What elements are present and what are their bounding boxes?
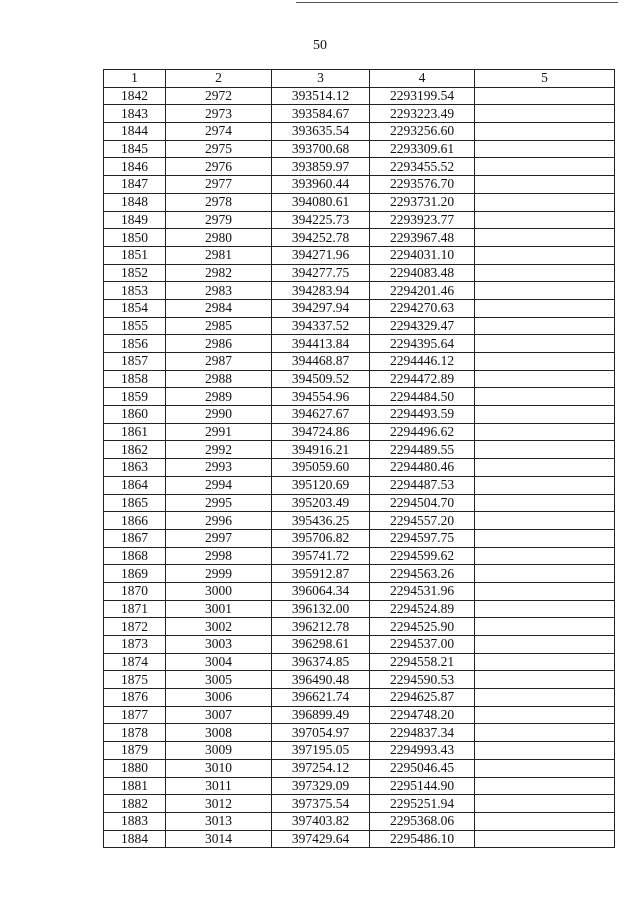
table-cell-col-5 (475, 529, 615, 547)
table-cell-col-4: 2295368.06 (370, 812, 475, 830)
table-cell-col-2: 2988 (166, 370, 272, 388)
table-cell-col-3: 394225.73 (272, 211, 370, 229)
table-cell-col-2: 2981 (166, 246, 272, 264)
table-cell-col-1: 1867 (104, 529, 166, 547)
table-row (104, 476, 615, 494)
table-row (104, 812, 615, 830)
table-cell-col-5 (475, 689, 615, 707)
table-cell-col-4: 2294557.20 (370, 512, 475, 530)
table-cell-col-3: 393859.97 (272, 158, 370, 176)
table-cell-col-1: 1866 (104, 512, 166, 530)
table-row (104, 582, 615, 600)
table-cell-col-4: 2293309.61 (370, 140, 475, 158)
table-cell-col-5 (475, 476, 615, 494)
table-cell-col-1: 1843 (104, 105, 166, 123)
table-cell-col-4: 2294329.47 (370, 317, 475, 335)
table-cell-col-2: 2989 (166, 388, 272, 406)
table-cell-col-3: 397375.54 (272, 795, 370, 813)
table-row (104, 335, 615, 353)
table-cell-col-3: 397054.97 (272, 724, 370, 742)
table-row (104, 87, 615, 105)
table-cell-col-3: 394627.67 (272, 406, 370, 424)
table-cell-col-3: 394297.94 (272, 299, 370, 317)
table-row (104, 423, 615, 441)
table-cell-col-3: 396899.49 (272, 706, 370, 724)
table-cell-col-1: 1864 (104, 476, 166, 494)
table-cell-col-5 (475, 459, 615, 477)
table-row (104, 353, 615, 371)
table-cell-col-5 (475, 335, 615, 353)
table-header (104, 70, 615, 88)
table-cell-col-4: 2294480.46 (370, 459, 475, 477)
table-row (104, 706, 615, 724)
table-cell-col-3: 394271.96 (272, 246, 370, 264)
table-cell-col-2: 3009 (166, 742, 272, 760)
table-cell-col-5 (475, 706, 615, 724)
table-row (104, 459, 615, 477)
table-cell-col-4: 2294484.50 (370, 388, 475, 406)
table-cell-col-2: 2975 (166, 140, 272, 158)
table-cell-col-3: 394252.78 (272, 229, 370, 247)
table-cell-col-3: 396064.34 (272, 582, 370, 600)
table-cell-col-4: 2294395.64 (370, 335, 475, 353)
top-rule (296, 2, 618, 3)
table-cell-col-1: 1874 (104, 653, 166, 671)
table-cell-col-2: 2982 (166, 264, 272, 282)
table-cell-col-1: 1881 (104, 777, 166, 795)
table-cell-col-3: 396212.78 (272, 618, 370, 636)
table-cell-col-2: 3003 (166, 636, 272, 654)
table-cell-col-2: 3012 (166, 795, 272, 813)
table-cell-col-2: 3013 (166, 812, 272, 830)
table-row (104, 600, 615, 618)
table-cell-col-3: 395120.69 (272, 476, 370, 494)
table-cell-col-5 (475, 388, 615, 406)
table-cell-col-3: 393700.68 (272, 140, 370, 158)
table-cell-col-1: 1870 (104, 582, 166, 600)
table-cell-col-5 (475, 512, 615, 530)
table-cell-col-3: 394283.94 (272, 282, 370, 300)
table-cell-col-5 (475, 370, 615, 388)
table-cell-col-4: 2293199.54 (370, 87, 475, 105)
table-cell-col-5 (475, 565, 615, 583)
table-cell-col-5 (475, 600, 615, 618)
table-cell-col-1: 1878 (104, 724, 166, 742)
table-cell-col-4: 2294993.43 (370, 742, 475, 760)
table-row (104, 759, 615, 777)
table-cell-col-3: 396132.00 (272, 600, 370, 618)
table-cell-col-1: 1869 (104, 565, 166, 583)
table-cell-col-1: 1844 (104, 123, 166, 141)
table-cell-col-4: 2294489.55 (370, 441, 475, 459)
table-cell-col-5 (475, 830, 615, 848)
table-cell-col-5 (475, 547, 615, 565)
table-cell-col-1: 1873 (104, 636, 166, 654)
table-cell-col-2: 3011 (166, 777, 272, 795)
table-cell-col-1: 1863 (104, 459, 166, 477)
table-cell-col-1: 1872 (104, 618, 166, 636)
table-row (104, 529, 615, 547)
table-cell-col-2: 2978 (166, 193, 272, 211)
table-cell-col-1: 1876 (104, 689, 166, 707)
table-cell-col-3: 397329.09 (272, 777, 370, 795)
table-row (104, 123, 615, 141)
table-cell-col-4: 2295486.10 (370, 830, 475, 848)
table-cell-col-2: 3001 (166, 600, 272, 618)
table-cell-col-1: 1849 (104, 211, 166, 229)
table-cell-col-3: 396621.74 (272, 689, 370, 707)
table-row (104, 565, 615, 583)
table-cell-col-1: 1854 (104, 299, 166, 317)
table-cell-col-4: 2295251.94 (370, 795, 475, 813)
table-row (104, 246, 615, 264)
table-cell-col-1: 1851 (104, 246, 166, 264)
table-cell-col-1: 1853 (104, 282, 166, 300)
table-cell-col-4: 2294625.87 (370, 689, 475, 707)
table-cell-col-5 (475, 140, 615, 158)
table-cell-col-3: 394277.75 (272, 264, 370, 282)
table-cell-col-5 (475, 423, 615, 441)
table-cell-col-5 (475, 105, 615, 123)
table-row (104, 299, 615, 317)
table-row (104, 317, 615, 335)
table-row (104, 671, 615, 689)
table-cell-col-3: 394554.96 (272, 388, 370, 406)
header-cell-5: 5 (475, 70, 615, 88)
table-cell-col-2: 2995 (166, 494, 272, 512)
table-cell-col-2: 2999 (166, 565, 272, 583)
table-cell-col-5 (475, 618, 615, 636)
table-cell-col-5 (475, 87, 615, 105)
table-cell-col-5 (475, 724, 615, 742)
table-row (104, 689, 615, 707)
table-cell-col-3: 394509.52 (272, 370, 370, 388)
table-cell-col-4: 2294597.75 (370, 529, 475, 547)
table-cell-col-2: 2984 (166, 299, 272, 317)
table-cell-col-3: 393584.67 (272, 105, 370, 123)
table-cell-col-5 (475, 671, 615, 689)
table-row (104, 264, 615, 282)
table-row (104, 193, 615, 211)
table-cell-col-2: 2998 (166, 547, 272, 565)
table-cell-col-2: 3006 (166, 689, 272, 707)
table-cell-col-4: 2294270.63 (370, 299, 475, 317)
table-cell-col-4: 2293731.20 (370, 193, 475, 211)
table-cell-col-4: 2294493.59 (370, 406, 475, 424)
header-cell-1: 1 (104, 70, 166, 88)
table-cell-col-5 (475, 193, 615, 211)
table-cell-col-2: 2976 (166, 158, 272, 176)
table-cell-col-1: 1880 (104, 759, 166, 777)
table-cell-col-1: 1847 (104, 176, 166, 194)
table-cell-col-4: 2294504.70 (370, 494, 475, 512)
table-cell-col-1: 1856 (104, 335, 166, 353)
table-cell-col-5 (475, 353, 615, 371)
header-cell-3: 3 (272, 70, 370, 88)
table-row (104, 830, 615, 848)
table-cell-col-5 (475, 299, 615, 317)
table-cell-col-4: 2294837.34 (370, 724, 475, 742)
table-cell-col-5 (475, 742, 615, 760)
table-cell-col-1: 1883 (104, 812, 166, 830)
table-cell-col-2: 2972 (166, 87, 272, 105)
coordinates-table (103, 69, 615, 848)
table-cell-col-1: 1871 (104, 600, 166, 618)
table-cell-col-1: 1848 (104, 193, 166, 211)
table-cell-col-4: 2293223.49 (370, 105, 475, 123)
table-row (104, 441, 615, 459)
table-cell-col-2: 2996 (166, 512, 272, 530)
table-cell-col-1: 1842 (104, 87, 166, 105)
table-cell-col-5 (475, 441, 615, 459)
table-cell-col-1: 1861 (104, 423, 166, 441)
table-row (104, 512, 615, 530)
table-cell-col-2: 2977 (166, 176, 272, 194)
table-cell-col-2: 3000 (166, 582, 272, 600)
table-cell-col-4: 2294487.53 (370, 476, 475, 494)
table-cell-col-5 (475, 636, 615, 654)
table-row (104, 618, 615, 636)
table-cell-col-1: 1884 (104, 830, 166, 848)
table-cell-col-4: 2293967.48 (370, 229, 475, 247)
table-cell-col-4: 2294748.20 (370, 706, 475, 724)
table-cell-col-2: 2993 (166, 459, 272, 477)
table-cell-col-2: 3007 (166, 706, 272, 724)
table-cell-col-5 (475, 494, 615, 512)
table-cell-col-4: 2294083.48 (370, 264, 475, 282)
table-row (104, 176, 615, 194)
table-cell-col-2: 3008 (166, 724, 272, 742)
table-cell-col-3: 397403.82 (272, 812, 370, 830)
table-cell-col-3: 394080.61 (272, 193, 370, 211)
table-cell-col-2: 2992 (166, 441, 272, 459)
table-cell-col-2: 2994 (166, 476, 272, 494)
table-row (104, 636, 615, 654)
table-cell-col-5 (475, 176, 615, 194)
header-cell-2: 2 (166, 70, 272, 88)
table-cell-col-5 (475, 282, 615, 300)
header-row (104, 70, 615, 88)
table-cell-col-1: 1855 (104, 317, 166, 335)
table-row (104, 140, 615, 158)
table-cell-col-3: 397429.64 (272, 830, 370, 848)
table-row (104, 653, 615, 671)
page-number: 50 (313, 38, 327, 53)
table-cell-col-4: 2293923.77 (370, 211, 475, 229)
table-cell-col-4: 2294201.46 (370, 282, 475, 300)
table-cell-col-5 (475, 123, 615, 141)
table-cell-col-1: 1879 (104, 742, 166, 760)
table-cell-col-2: 2986 (166, 335, 272, 353)
table-row (104, 742, 615, 760)
table-cell-col-4: 2295144.90 (370, 777, 475, 795)
table-cell-col-3: 393960.44 (272, 176, 370, 194)
table-cell-col-2: 2997 (166, 529, 272, 547)
table-cell-col-2: 3004 (166, 653, 272, 671)
table-cell-col-4: 2294537.00 (370, 636, 475, 654)
table-cell-col-2: 3002 (166, 618, 272, 636)
table-cell-col-5 (475, 211, 615, 229)
table-cell-col-1: 1882 (104, 795, 166, 813)
table-cell-col-2: 2974 (166, 123, 272, 141)
table-row (104, 158, 615, 176)
table-cell-col-4: 2294031.10 (370, 246, 475, 264)
table-cell-col-1: 1857 (104, 353, 166, 371)
table-cell-col-3: 397195.05 (272, 742, 370, 760)
table-cell-col-1: 1845 (104, 140, 166, 158)
table-cell-col-1: 1850 (104, 229, 166, 247)
table-cell-col-1: 1868 (104, 547, 166, 565)
table-cell-col-3: 394724.86 (272, 423, 370, 441)
table-row (104, 282, 615, 300)
table-cell-col-1: 1875 (104, 671, 166, 689)
table-cell-col-2: 3005 (166, 671, 272, 689)
table-cell-col-3: 393514.12 (272, 87, 370, 105)
table-row (104, 406, 615, 424)
table-cell-col-5 (475, 264, 615, 282)
table-cell-col-3: 396298.61 (272, 636, 370, 654)
table-cell-col-5 (475, 777, 615, 795)
table-cell-col-1: 1859 (104, 388, 166, 406)
table-row (104, 388, 615, 406)
table-cell-col-5 (475, 317, 615, 335)
table-body (104, 87, 615, 848)
table-cell-col-3: 395741.72 (272, 547, 370, 565)
table-cell-col-2: 2979 (166, 211, 272, 229)
table-cell-col-4: 2293455.52 (370, 158, 475, 176)
table-cell-col-3: 395436.25 (272, 512, 370, 530)
table-cell-col-2: 3014 (166, 830, 272, 848)
table-cell-col-3: 394468.87 (272, 353, 370, 371)
table-cell-col-1: 1852 (104, 264, 166, 282)
table-cell-col-3: 393635.54 (272, 123, 370, 141)
table-cell-col-5 (475, 582, 615, 600)
table-row (104, 105, 615, 123)
table-cell-col-3: 396374.85 (272, 653, 370, 671)
table-cell-col-5 (475, 795, 615, 813)
table-row (104, 229, 615, 247)
table-cell-col-5 (475, 246, 615, 264)
table-cell-col-3: 394337.52 (272, 317, 370, 335)
table-row (104, 724, 615, 742)
table-cell-col-3: 397254.12 (272, 759, 370, 777)
table-cell-col-2: 2991 (166, 423, 272, 441)
table-cell-col-3: 396490.48 (272, 671, 370, 689)
table-cell-col-4: 2293576.70 (370, 176, 475, 194)
table-cell-col-5 (475, 158, 615, 176)
table-cell-col-2: 2983 (166, 282, 272, 300)
table-cell-col-2: 2980 (166, 229, 272, 247)
table-row (104, 211, 615, 229)
table-cell-col-2: 3010 (166, 759, 272, 777)
table-cell-col-4: 2294590.53 (370, 671, 475, 689)
table-row (104, 370, 615, 388)
table-cell-col-3: 395706.82 (272, 529, 370, 547)
table-row (104, 494, 615, 512)
table-cell-col-1: 1846 (104, 158, 166, 176)
table-cell-col-2: 2987 (166, 353, 272, 371)
table-cell-col-5 (475, 229, 615, 247)
table-cell-col-2: 2990 (166, 406, 272, 424)
table-row (104, 547, 615, 565)
table-cell-col-4: 2294531.96 (370, 582, 475, 600)
table-cell-col-2: 2985 (166, 317, 272, 335)
table-cell-col-5 (475, 812, 615, 830)
table-cell-col-1: 1858 (104, 370, 166, 388)
table-cell-col-4: 2294563.26 (370, 565, 475, 583)
table-cell-col-4: 2294558.21 (370, 653, 475, 671)
table-cell-col-3: 394916.21 (272, 441, 370, 459)
table-cell-col-5 (475, 406, 615, 424)
table-cell-col-3: 395203.49 (272, 494, 370, 512)
table-cell-col-3: 394413.84 (272, 335, 370, 353)
table-cell-col-5 (475, 759, 615, 777)
table-cell-col-4: 2294599.62 (370, 547, 475, 565)
table-cell-col-1: 1865 (104, 494, 166, 512)
table-cell-col-4: 2294524.89 (370, 600, 475, 618)
table-row (104, 777, 615, 795)
table-cell-col-4: 2294472.89 (370, 370, 475, 388)
table-cell-col-1: 1860 (104, 406, 166, 424)
table-cell-col-4: 2294525.90 (370, 618, 475, 636)
table-cell-col-4: 2295046.45 (370, 759, 475, 777)
table-cell-col-2: 2973 (166, 105, 272, 123)
table-cell-col-4: 2293256.60 (370, 123, 475, 141)
table-cell-col-4: 2294446.12 (370, 353, 475, 371)
table-cell-col-3: 395059.60 (272, 459, 370, 477)
table-cell-col-1: 1877 (104, 706, 166, 724)
table-cell-col-5 (475, 653, 615, 671)
table-row (104, 795, 615, 813)
table-cell-col-4: 2294496.62 (370, 423, 475, 441)
table-cell-col-1: 1862 (104, 441, 166, 459)
table-cell-col-3: 395912.87 (272, 565, 370, 583)
header-cell-4: 4 (370, 70, 475, 88)
